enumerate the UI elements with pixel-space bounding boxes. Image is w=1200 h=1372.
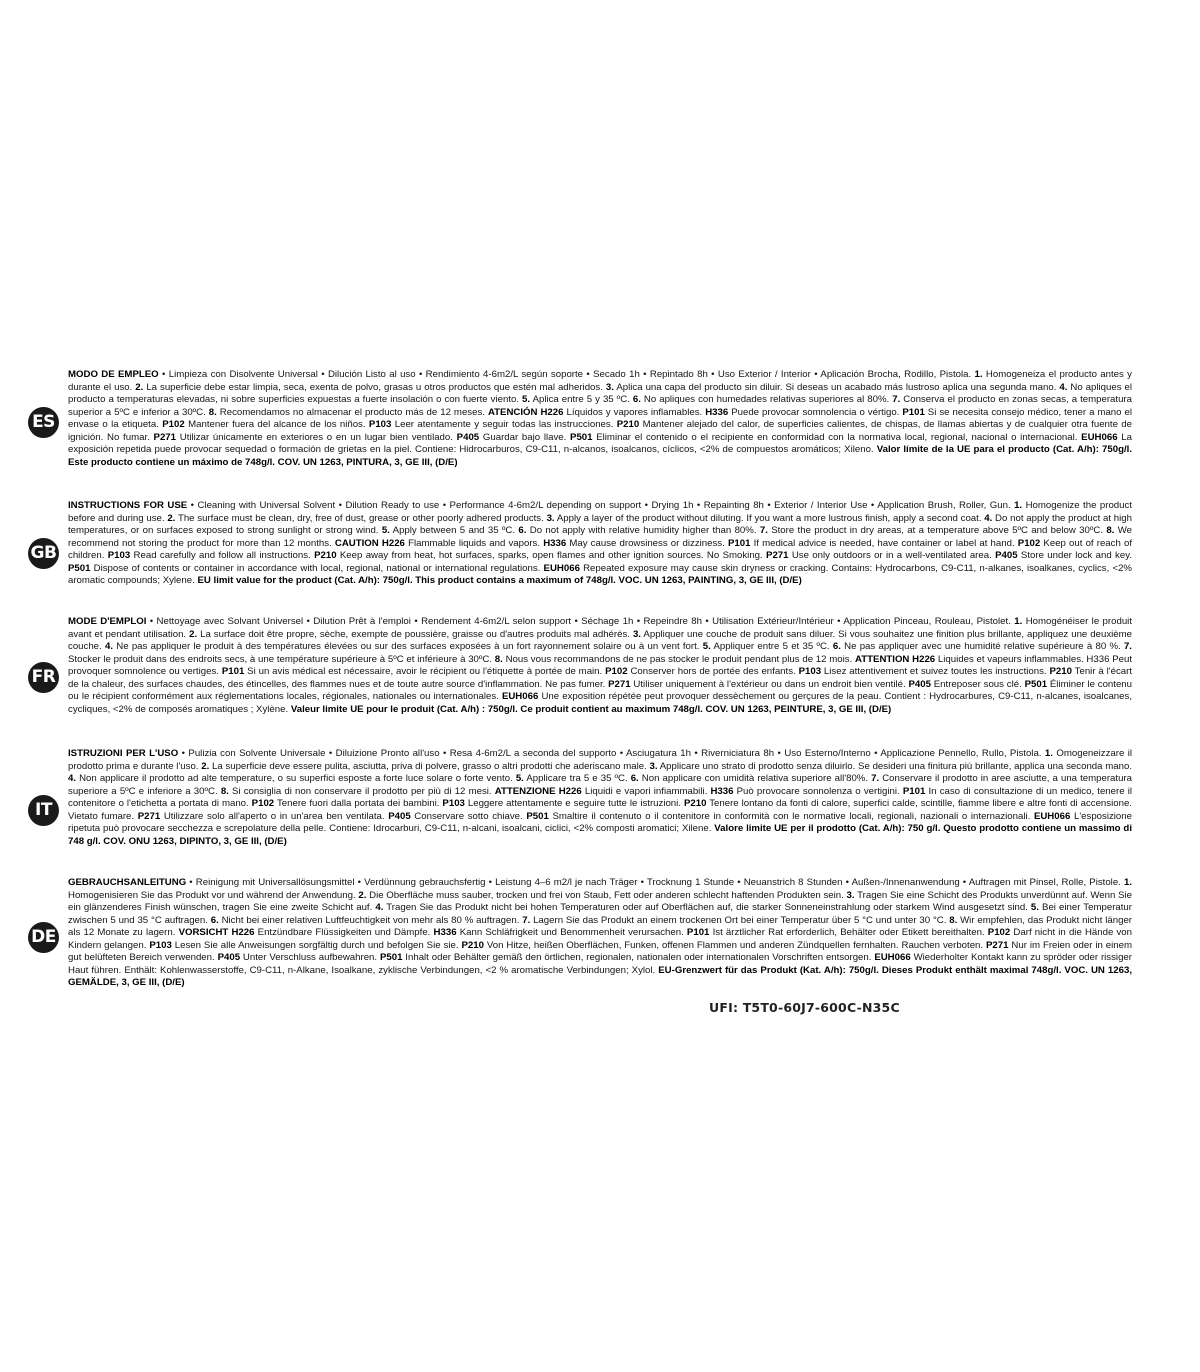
text-run: Tenir à l'écart de la chaleur, des surfaces chaudes, des étincelles, des flammes nues et de toute autre source d'inflammation. Ne pas fumer. xyxy=(68,666,1132,690)
bold-run: H336 xyxy=(543,537,567,549)
text-run: Unter Verschluss aufbewahren. xyxy=(240,952,380,964)
text-run: Entreposer sous clé. xyxy=(930,678,1025,690)
bold-run: 7. xyxy=(522,914,531,926)
text-run: Conservare sotto chiave. xyxy=(410,810,527,822)
bold-run: P210 xyxy=(683,798,707,810)
text-run: Nous vous recommandons de ne pas stocker le produit pendant plus de 12 mois. xyxy=(502,653,856,665)
text-run: Lesen Sie alle Anweisungen sorgfältig durch und befolgen Sie sie. xyxy=(171,939,462,951)
bold-run: P102 xyxy=(251,798,275,810)
bold-run: 4. xyxy=(375,902,384,914)
bold-run: MODO DE EMPLEO xyxy=(68,369,159,380)
bold-run: P101 xyxy=(686,927,710,939)
bold-run: P101 xyxy=(902,406,925,418)
bold-run: H336 xyxy=(705,406,729,418)
bold-run: 4. xyxy=(68,773,77,785)
text-run: Wir empfehlen, das Produkt nicht länger als 12 Monate zu lagern. xyxy=(68,914,1133,939)
language-badge-it: IT xyxy=(28,795,59,826)
text-run: La superficie debe estar limpia, seca, exenta de polvo, grasas u otros productos que estén mal adheridos. xyxy=(143,381,606,393)
text-run: • Nettoyage avec Solvant Universel • Dilution Prêt à l'emploi • Rendement 4-6m2/L selon support • Séchage 1h • Repeindre 8h • Utilisation Extérieur/Intérieur • Application Pinceau, Rouleau, Pistolet. xyxy=(146,616,1015,627)
text-run: Homogenisieren Sie das Produkt vor und während der Anwendung. xyxy=(68,889,359,901)
bold-run: ISTRUZIONI PER L'USO xyxy=(68,748,179,759)
bold-run: EUH066 xyxy=(1033,810,1071,822)
text-run: Von Hitze, heißen Oberflächen, Funken, offenen Flammen und anderen Zündquellen fernhalten. Rauchen verboten. xyxy=(483,939,987,951)
section-de xyxy=(28,877,1132,997)
bold-run: 8. xyxy=(220,785,229,797)
bold-run: GEBRAUCHSANLEITUNG xyxy=(68,877,187,888)
bold-run: 1. xyxy=(974,369,983,380)
text-run: Guardar bajo llave. xyxy=(479,431,571,443)
instructions-text-gb xyxy=(68,500,1132,588)
text-run: Une exposition répétée peut provoquer dessèchement ou gerçures de la peau. Contient : Hydrocarbures, C9-C11, n-alcanes, isoalcanes, cycliques, <2% de composés aromatiques ; Xylène. xyxy=(68,691,1133,715)
bold-run: P271 xyxy=(766,550,789,562)
text-run: Utiliser uniquement à l'extérieur ou dans un endroit bien ventilé. xyxy=(630,678,909,690)
bold-run: 6. xyxy=(630,773,639,785)
bold-run: 1. xyxy=(1014,500,1023,511)
text-run: Homogénéiser le produit avant et pendant utilisation. xyxy=(68,616,1132,640)
section-fr xyxy=(28,616,1132,734)
bold-run: 1. xyxy=(1123,877,1132,888)
bold-run: P501 xyxy=(570,431,593,443)
text-run: Kann Schläfrigkeit und Benommenheit verursachen. xyxy=(456,927,687,939)
bold-run: 8. xyxy=(949,914,958,926)
bold-run: INSTRUCTIONS FOR USE xyxy=(68,500,188,511)
bold-run: 5. xyxy=(381,525,390,537)
text-run: Non applicare il prodotto ad alte temperature, o su superfici esposte a forte luce solare o forte vento. xyxy=(76,773,516,785)
bold-run: 1. xyxy=(1014,616,1023,627)
instructions-text-es xyxy=(68,369,1132,469)
bold-run: 1. xyxy=(1044,748,1053,759)
bold-run: P501 xyxy=(379,952,403,964)
text-run: Entzündbare Flüssigkeiten und Dämpfe. xyxy=(254,927,434,939)
bold-run: 8. xyxy=(1106,525,1115,537)
text-run: Smaltire il contenuto o il contenitore in conformità con le normative locali, regionali, nazionali o internazionali. xyxy=(548,810,1034,822)
text-run: Nicht bei einer relativen Luftfeuchtigkeit von mehr als 80 % auftragen. xyxy=(218,914,523,926)
bold-run: P210 xyxy=(314,550,337,562)
text-run: Conserver hors de portée des enfants. xyxy=(627,666,799,678)
text-run: Aplica una capa del producto sin diluir. Si deseas un acabado más lustroso aplica una segunda mano. xyxy=(613,381,1060,393)
bold-run: P501 xyxy=(526,810,549,822)
section-gb xyxy=(28,500,1132,605)
bold-run: Valeur limite UE pour le produit (Cat. A/h) : 750g/l. Ce produit contient au maximum 748g/l. COV. UN 1263, PEINTURE, 3, GE III, (D/E) xyxy=(290,703,892,715)
bold-run: 3. xyxy=(846,889,855,901)
text-run: Inhalt oder Behälter gemäß den örtlichen, regionalen, nationalen oder internationalen Vorschriften entsorgen. xyxy=(402,952,875,964)
bold-run: 3. xyxy=(605,381,614,393)
text-run: Conservare il prodotto in aree asciutte, a una temperatura superiore a 5ºC e inferiore a 30ºC. xyxy=(68,773,1132,797)
text-run: Flammable liquids and vapors. xyxy=(404,537,544,549)
text-run: Ne pas appliquer le produit à des températures élevées ou sur des surfaces exposées à un fort rayonnement solaire ou à un vent fort. xyxy=(113,641,703,653)
text-run: • Pulizia con Solvente Universale • Diluizione Pronto all'uso • Resa 4-6m2/L a seconda del supporto • Asciugatura 1h • Riverniciatura 8h • Uso Esterno/Interno • Applicazione Pennello, Rullo, Pistola. xyxy=(178,748,1045,759)
text-run: We recommend not storing the product for more than 12 months. xyxy=(68,525,1132,549)
text-run: La exposición repetida puede provocar sequedad o formación de grietas en la piel. Contiene: Hidrocarburos, C9-C11, n-alcanos, isoalcanos, cíclicos, <2% de compuestos aromáticos; Xileno. xyxy=(68,431,1132,456)
bold-run: 5. xyxy=(1030,902,1039,914)
bold-run: 6. xyxy=(518,525,527,537)
text-run: May cause drowsiness or dizziness. xyxy=(566,537,728,549)
bold-run: P102 xyxy=(987,927,1011,939)
bold-run: 2. xyxy=(167,512,176,524)
text-run: Dispose of contents or container in accordance with local, regional, national or international regulations. xyxy=(90,562,544,574)
text-run: Store under lock and key. xyxy=(1017,550,1132,562)
bold-run: EUH066 xyxy=(543,562,580,574)
bold-run: EUH066 xyxy=(1081,431,1118,443)
text-run: • Reinigung mit Universallösungsmittel • Verdünnung gebrauchsfertig • Leistung 4–6 m2/l je nach Träger • Trocknung 1 Stunde • Neuanstrich 8 Stunden • Außen-/Innenanwendung • Auftragen mit Pinsel, Rolle, Pistole. xyxy=(186,877,1124,888)
text-run: • Limpieza con Disolvente Universal • Dilución Listo al uso • Rendimiento 4-6m2/L según soporte • Secado 1h • Repintado 8h • Uso Exterior / Interior • Aplicación Brocha, Rodillo, Pistola. xyxy=(158,369,975,380)
bold-run: H336 xyxy=(433,927,457,939)
bold-run: EUH066 xyxy=(874,952,911,964)
bold-run: ATTENTION H226 xyxy=(855,653,936,665)
bold-run: 6. xyxy=(632,394,641,406)
text-run: Liquides et vapeurs inflammables. H336 Peut provoquer somnolence ou vertiges. xyxy=(68,653,1132,678)
bold-run: EUH066 xyxy=(501,691,539,703)
text-run: Do not apply the product at high temperatures, or on surfaces exposed to strong sunlight or strong wind. xyxy=(68,512,1132,537)
instructions-text-fr xyxy=(68,616,1132,716)
bold-run: P271 xyxy=(608,678,631,690)
bold-run: MODE D'EMPLOI xyxy=(68,616,147,627)
text-run: Ne pas appliquer avec une humidité relative supérieure à 80 %. xyxy=(840,641,1124,653)
text-run: Leggere attentamente e seguire tutte le istruzioni. xyxy=(464,798,684,810)
text-run: No apliques el producto a temperaturas elevadas, ni sobre superficies expuestas a fuerte insolación o con fuerte viento. xyxy=(68,381,1132,406)
text-run: Liquidi e vapori infiammabili. xyxy=(581,785,711,797)
bold-run: P271 xyxy=(137,810,161,822)
bold-run: CAUTION H226 xyxy=(334,537,405,549)
bold-run: P405 xyxy=(908,678,931,690)
bold-run: 4. xyxy=(1059,381,1068,393)
bold-run: P210 xyxy=(461,939,484,951)
text-run: Appliquer entre 5 et 35 ºC. xyxy=(710,641,833,653)
bold-run: P271 xyxy=(986,939,1009,951)
bold-run: 4. xyxy=(104,641,113,653)
text-run: The surface must be clean, dry, free of dust, grease or other poorly adhered products. xyxy=(175,512,547,524)
text-run: Ist ärztlicher Rat erforderlich, Behälter oder Etikett bereithalten. xyxy=(709,927,988,939)
bold-run: 2. xyxy=(358,889,367,901)
text-run: • Cleaning with Universal Solvent • Dilution Ready to use • Performance 4-6m2/L depending on support • Drying 1h • Repainting 8h • Exterior / Interior Use • Application Brush, Roller, Gun. xyxy=(187,500,1015,511)
text-run: Apply a layer of the product without diluting. If you want a more lustrous finish, apply a second coat. xyxy=(554,512,985,524)
bold-run: 6. xyxy=(832,641,841,653)
text-run: Homogenize the product before and during use. xyxy=(68,500,1132,524)
text-run: Aplica entre 5 y 35 ºC. xyxy=(530,394,633,406)
bold-run: P405 xyxy=(995,550,1018,562)
bold-run: 3. xyxy=(546,512,555,524)
bold-run: P271 xyxy=(153,431,177,443)
bold-run: P103 xyxy=(442,798,465,810)
bold-run: 7. xyxy=(892,394,901,406)
bold-run: P102 xyxy=(162,419,185,431)
bold-run: EU-Grenzwert für das Produkt (Kat. A/h): 750g/l. Dieses Produkt enthält maximal 748g/l. VOC. UN 1263, GEMÄLDE, 3, GE III, (D/E) xyxy=(68,964,1132,989)
text-run: Nur im Freien oder in einem gut belüfteten Bereich verwenden. xyxy=(68,939,1132,964)
text-run: Tenere fuori dalla portata dei bambini. xyxy=(274,798,443,810)
text-run: Keep out of reach of children. xyxy=(68,537,1133,562)
text-run: Read carefully and follow all instructions. xyxy=(130,550,315,562)
language-badge-fr: FR xyxy=(28,662,59,693)
bold-run: P103 xyxy=(368,419,392,431)
text-run: No apliques con humedades relativas superiores al 80%. xyxy=(640,394,893,406)
bold-run: 6. xyxy=(210,914,219,926)
bold-run: 3. xyxy=(632,628,641,640)
text-run: Store the product in dry areas, at a temperature above 5ºC and below 30ºC. xyxy=(767,525,1107,537)
text-run: Darf nicht in die Hände von Kindern gelangen. xyxy=(68,927,1133,951)
bold-run: P103 xyxy=(798,666,822,678)
text-run: Apply between 5 and 35 ºC. xyxy=(389,525,519,537)
instructions-text-it xyxy=(68,748,1132,848)
text-run: Lagern Sie das Produkt an einem trockenen Ort bei einer Temperatur über 5 °C und unter 30 °C. xyxy=(530,914,950,926)
bold-run: 7. xyxy=(1123,641,1132,653)
bold-run: 2. xyxy=(201,760,210,772)
text-run: Utilizzare solo all'aperto o in un'area ben ventilata. xyxy=(160,810,389,822)
text-run: Tenere lontano da fonti di calore, superfici calde, scintille, fiamme libere e altre fonti di accensione. Vietato fumare. xyxy=(68,798,1132,822)
bold-run: P405 xyxy=(456,431,480,443)
text-run: In caso di consultazione di un medico, tenere il contenitore o l'etichetta a portata di mano. xyxy=(68,785,1133,810)
bold-run: P101 xyxy=(902,785,926,797)
bold-run: 5. xyxy=(515,773,524,785)
text-run: Si se necesita consejo médico, tener a mano el envase o la etiqueta. xyxy=(68,406,1132,431)
text-run: Si consiglia di non conservare il prodotto per più di 12 mesi. xyxy=(228,785,495,797)
text-run: Bei einer Temperatur zwischen 5 und 35 °C auftragen. xyxy=(68,902,1132,926)
text-run: Éliminer le contenu ou le récipient conformément aux réglementations locales, régionales, nationales ou internationales. xyxy=(68,678,1133,703)
section-it xyxy=(28,748,1132,866)
bold-run: 3. xyxy=(649,760,658,772)
language-badge-es: ES xyxy=(28,407,59,438)
bold-run: P501 xyxy=(1024,678,1048,690)
text-run: Use only outdoors or in a well-ventilated area. xyxy=(788,550,996,562)
bold-run: ATENCIÓN H226 xyxy=(487,406,564,418)
bold-run: P102 xyxy=(605,666,628,678)
text-run: Tragen Sie eine Schicht des Produkts unverdünnt auf. Wenn Sie ein glänzenderes Finish wünschen, tragen Sie eine zweite Schicht auf. xyxy=(68,889,1132,914)
text-run: Recomendamos no almacenar el producto más de 12 meses. xyxy=(216,406,488,418)
bold-run: VORSICHT H226 xyxy=(178,927,255,939)
bold-run: P405 xyxy=(217,952,241,964)
text-run: Utilizar únicamente en exteriores o en un lugar bien ventilado. xyxy=(176,431,457,443)
text-run: L'esposizione ripetuta può provocare secchezza e screpolature della pelle. Contiene: Idrocarburi, C9-C11, n-alcani, isoalcani, ciclici, <2% composti aromatici; Xilene. xyxy=(68,810,1132,835)
bold-run: EU limit value for the product (Cat. A/h): 750g/l. This product contains a maximum of 748g/l. VOC. UN 1263, PAINTING, 3, GE III, (D/E) xyxy=(197,575,802,587)
text-run: Puede provocar somnolencia o vértigo. xyxy=(728,406,903,418)
text-run: Tragen Sie das Produkt nicht bei hohen Temperaturen oder auf Oberflächen auf, die starker Sonneneinstrahlung oder starkem Wind ausgesetzt sind. xyxy=(383,902,1031,914)
bold-run: 5. xyxy=(522,394,531,406)
text-run: La superficie deve essere pulita, asciutta, priva di polvere, grasso o altri prodotti che aderiscano male. xyxy=(209,760,650,772)
language-badge-de: DE xyxy=(28,922,59,953)
bold-run: P101 xyxy=(727,537,751,549)
bold-run: ATTENZIONE H226 xyxy=(494,785,582,797)
bold-run: Valore limite UE per il prodotto (Cat. A/h): 750 g/l. Questo prodotto contiene un massimo di 748 g/l. COV. ONU 1263, DIPINTO, 3, GE III, (D/E) xyxy=(68,823,1132,847)
text-run: Homogeneiza el producto antes y durante el uso. xyxy=(68,369,1132,393)
text-run: Lisez attentivement et suivez toutes les instructions. xyxy=(821,666,1050,678)
bold-run: 7. xyxy=(871,773,880,785)
text-run: Applicare tra 5 e 35 ºC. xyxy=(523,773,631,785)
text-run: Omogeneizzare il prodotto prima e durante l'uso. xyxy=(68,748,1132,772)
bold-run: P501 xyxy=(68,562,91,574)
text-run: Si un avis médical est nécessaire, avoir le récipient ou l'étiquette à portée de main. xyxy=(244,666,606,678)
bold-run: P103 xyxy=(107,550,131,562)
text-run: Può provocare sonnolenza o vertigini. xyxy=(733,785,903,797)
text-run: Mantener alejado del calor, de superficies calientes, de chispas, de llamas abiertas y de cualquier otra fuente de ignición. No fumar. xyxy=(68,419,1132,443)
bold-run: Valor límite de la UE para el producto (Cat. A/h): 750g/l. Este producto contiene un máximo de 748g/l. COV. UN 1263, PINTURA, 3, GE III, (D/E) xyxy=(68,444,1132,468)
text-run: Stocker le produit dans des endroits secs, à une température supérieure à 5ºC et inférieure à 30ºC. xyxy=(68,653,495,665)
bold-run: P405 xyxy=(388,810,411,822)
bold-run: 8. xyxy=(494,653,503,665)
language-badge-gb: GB xyxy=(28,538,59,569)
section-es xyxy=(28,369,1132,487)
text-run: Eliminar el contenido o el recipiente en conformidad con la normativa local, regional, nacional o internacional. xyxy=(592,431,1082,443)
text-run: Mantener fuera del alcance de los niños. xyxy=(184,419,369,431)
ufi-code: UFI: T5T0-60J7-600C-N35C xyxy=(709,1000,900,1015)
text-run: Keep away from heat, hot surfaces, sparks, open flames and other ignition sources. No Smoking. xyxy=(336,550,767,562)
bold-run: P101 xyxy=(221,666,245,678)
bold-run: 2. xyxy=(189,628,198,640)
text-run: Wiederholter Kontakt kann zu spröder oder rissiger Haut führen. Enthält: Kohlenwasserstoffe, C9-C11, n-Alkane, Isoalkane, zyklische Verbindungen, <2 % aromatische Verbindungen; Xylol. xyxy=(68,952,1132,976)
text-run: Appliquer une couche de produit sans diluer. Si vous souhaitez une finition plus brillante, appliquez une deuxième couche. xyxy=(68,628,1132,653)
text-run: Do not apply with relative humidity higher than 80%. xyxy=(526,525,760,537)
bold-run: 7. xyxy=(759,525,768,537)
text-run: Leer atentamente y seguir todas las instrucciones. xyxy=(391,419,617,431)
bold-run: 8. xyxy=(208,406,217,418)
text-run: Applicare uno strato di prodotto senza diluirlo. Se desideri una finitura più brillante, applica una seconda mano. xyxy=(657,760,1132,772)
bold-run: P103 xyxy=(149,939,172,951)
text-run: If medical advice is needed, have container or label at hand. xyxy=(750,537,1018,549)
bold-run: 4. xyxy=(984,512,993,524)
text-run: La surface doit être propre, sèche, exempte de poussière, graisse ou d'autres produits mal adhérés. xyxy=(197,628,633,640)
bold-run: P210 xyxy=(1049,666,1072,678)
text-run: Non applicare con umidità relativa superiore all'80%. xyxy=(638,773,872,785)
bold-run: P210 xyxy=(616,419,640,431)
text-run: Repeated exposure may cause skin dryness or cracking. Contains: Hydrocarbons, C9-C11, n-alkanes, isoalkanes, cyclics, <2% aromatic compounds; Xylene. xyxy=(68,562,1132,587)
text-run: Líquidos y vapores inflamables. xyxy=(563,406,706,418)
bold-run: 5. xyxy=(702,641,711,653)
instructions-text-de xyxy=(68,877,1132,990)
text-run: Die Oberfläche muss sauber, trocken und frei von Staub, Fett oder anderen schlecht haftenden Produkten sein. xyxy=(366,889,847,901)
bold-run: P102 xyxy=(1017,537,1041,549)
bold-run: 2. xyxy=(135,381,144,393)
bold-run: H336 xyxy=(710,785,734,797)
text-run: Conserva el producto en zonas secas, a temperatura superior a 5ºC e inferior a 30ºC. xyxy=(68,394,1132,418)
